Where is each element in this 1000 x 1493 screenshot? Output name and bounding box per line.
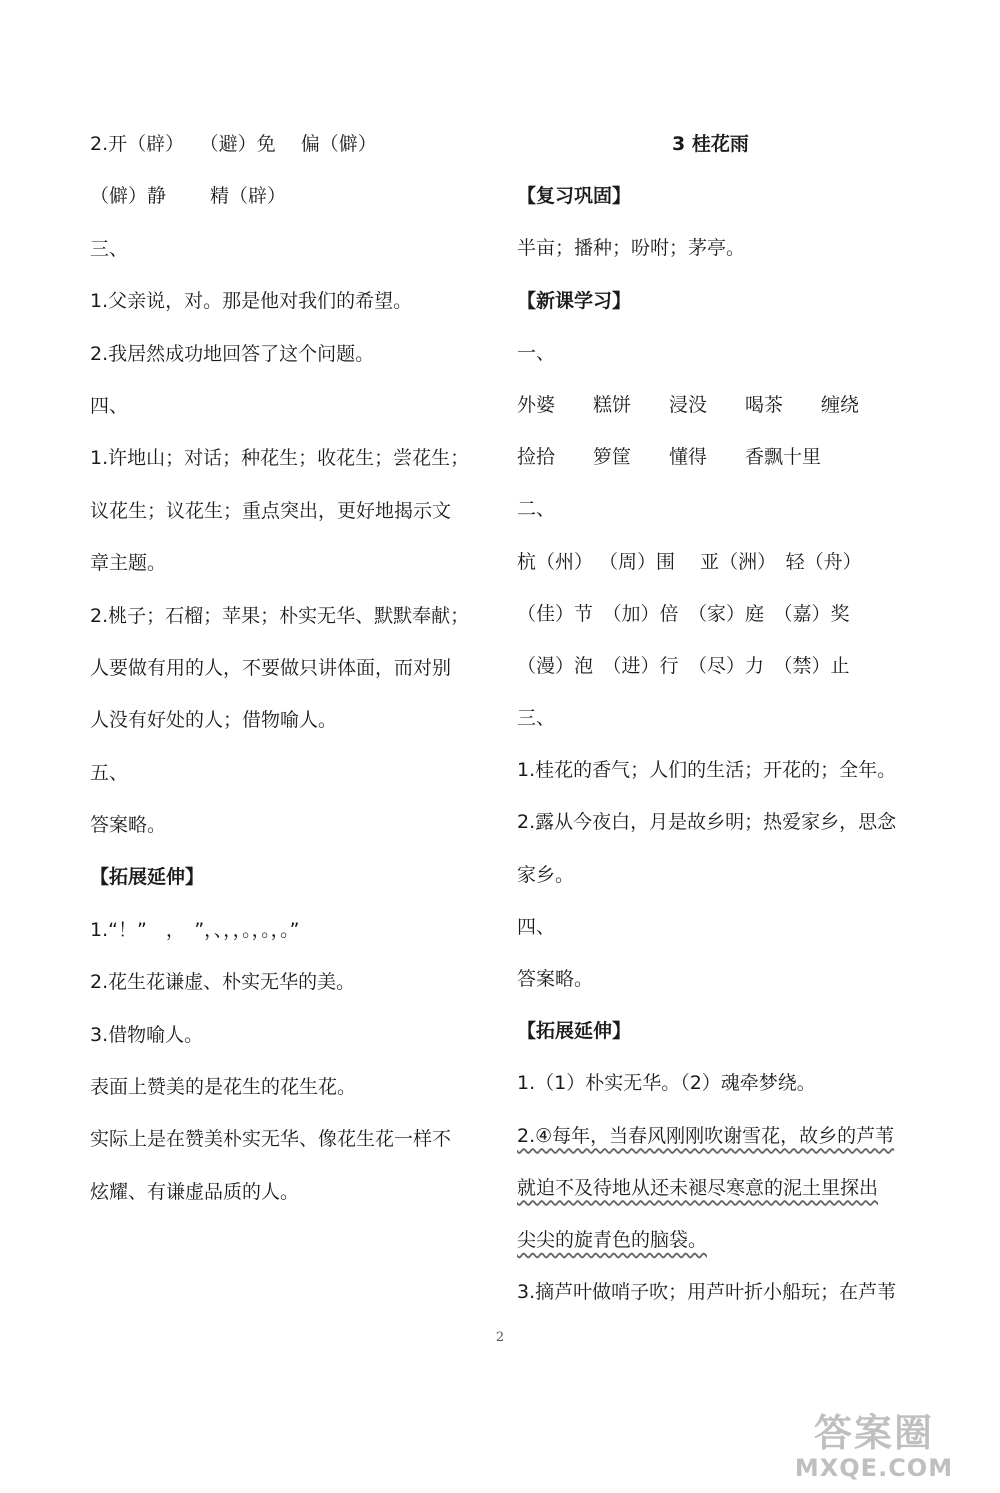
section-title: 3 桂花雨: [672, 133, 749, 155]
text-line: 三、: [517, 707, 556, 730]
text-line: 1.“！” ， ”，、，，。，。，。”: [90, 918, 300, 941]
text-line: 答案略。: [90, 814, 167, 837]
watermark-logo: [758, 1412, 990, 1482]
text-line: 2.④每年，当春风刚刚吹谢雪花，故乡的芦苇: [517, 1124, 895, 1147]
text-line: 五、: [90, 761, 129, 784]
watermark-title: 答案圈: [813, 1411, 934, 1455]
watermark-url: MXQE.COM: [794, 1454, 954, 1482]
text-line: 二、: [517, 498, 556, 521]
left-column: [90, 118, 490, 1218]
text-line: 三、: [90, 237, 129, 260]
text-line: 尖尖的旋青色的脑袋。: [517, 1228, 708, 1251]
text-line: 杭（州） （周）围 亚（洲） 轻（舟）: [517, 550, 862, 573]
section-heading: 【新课学习】: [517, 289, 632, 312]
text-line: 四、: [90, 394, 129, 417]
text-line: 2.开（辟） （避）免 偏（僻）: [90, 133, 377, 155]
right-column: [517, 118, 917, 1318]
text-line: 1.许地山；对话；种花生；收花生；尝花生；: [90, 447, 470, 470]
text-line: 2.露从今夜白，月是故乡明；热爱家乡，思念: [517, 811, 897, 834]
text-line: 答案略。: [517, 968, 594, 990]
text-line: 就迫不及待地从还未褪尽寒意的泥土里探出: [517, 1176, 879, 1199]
text-line: 实际上是在赞美朴实无华、像花生花一样不: [90, 1128, 452, 1151]
text-line: 人要做有用的人，不要做只讲体面，而对别: [90, 656, 452, 679]
text-line: 章主题。: [90, 552, 167, 575]
text-line: 1.桂花的香气；人们的生活；开花的；全年。: [517, 759, 897, 782]
text-line: 2.花生花谦虚、朴实无华的美。: [90, 971, 356, 994]
text-line: 3.摘芦叶做哨子吹；用芦叶折小船玩；在芦苇: [517, 1281, 897, 1304]
section-heading: 【拓展延伸】: [90, 866, 205, 889]
text-line: 2.我居然成功地回答了这个问题。: [90, 342, 375, 365]
text-line: 半亩；播种；吩咐；茅亭。: [517, 237, 746, 260]
text-line: （漫）泡 （进）行 （尽）力 （禁）止: [517, 654, 850, 677]
text-line: 议花生；议花生；重点突出，更好地揭示文: [90, 499, 452, 522]
text-line: 外婆 糕饼 浸没 喝茶 缠绕: [517, 393, 860, 416]
page-number: 2: [495, 1330, 505, 1345]
text-line: 表面上赞美的是花生的花生花。: [90, 1076, 357, 1099]
text-line: 捡拾 箩筐 懂得 香飘十里: [517, 446, 822, 469]
text-line: 1.（1）朴实无华。（2）魂牵梦绕。: [517, 1072, 816, 1095]
text-line: （僻）静 精（辟）: [90, 185, 287, 208]
section-heading: 【拓展延伸】: [517, 1020, 632, 1043]
text-line: 炫耀、有谦虚品质的人。: [90, 1180, 300, 1203]
text-line: 人没有好处的人；借物喻人。: [90, 709, 338, 732]
section-heading: 【复习巩固】: [517, 185, 632, 208]
text-line: 家乡。: [517, 863, 575, 886]
text-line: 四、: [517, 915, 556, 938]
text-line: 1.父亲说，对。那是他对我们的希望。: [90, 290, 413, 313]
text-line: 3.借物喻人。: [90, 1023, 204, 1046]
text-line: 2.桃子；石榴；苹果；朴实无华、默默奉献；: [90, 604, 470, 627]
text-line: （佳）节 （加）倍 （家）庭 （嘉）奖: [517, 602, 850, 625]
text-line: 一、: [517, 341, 556, 364]
